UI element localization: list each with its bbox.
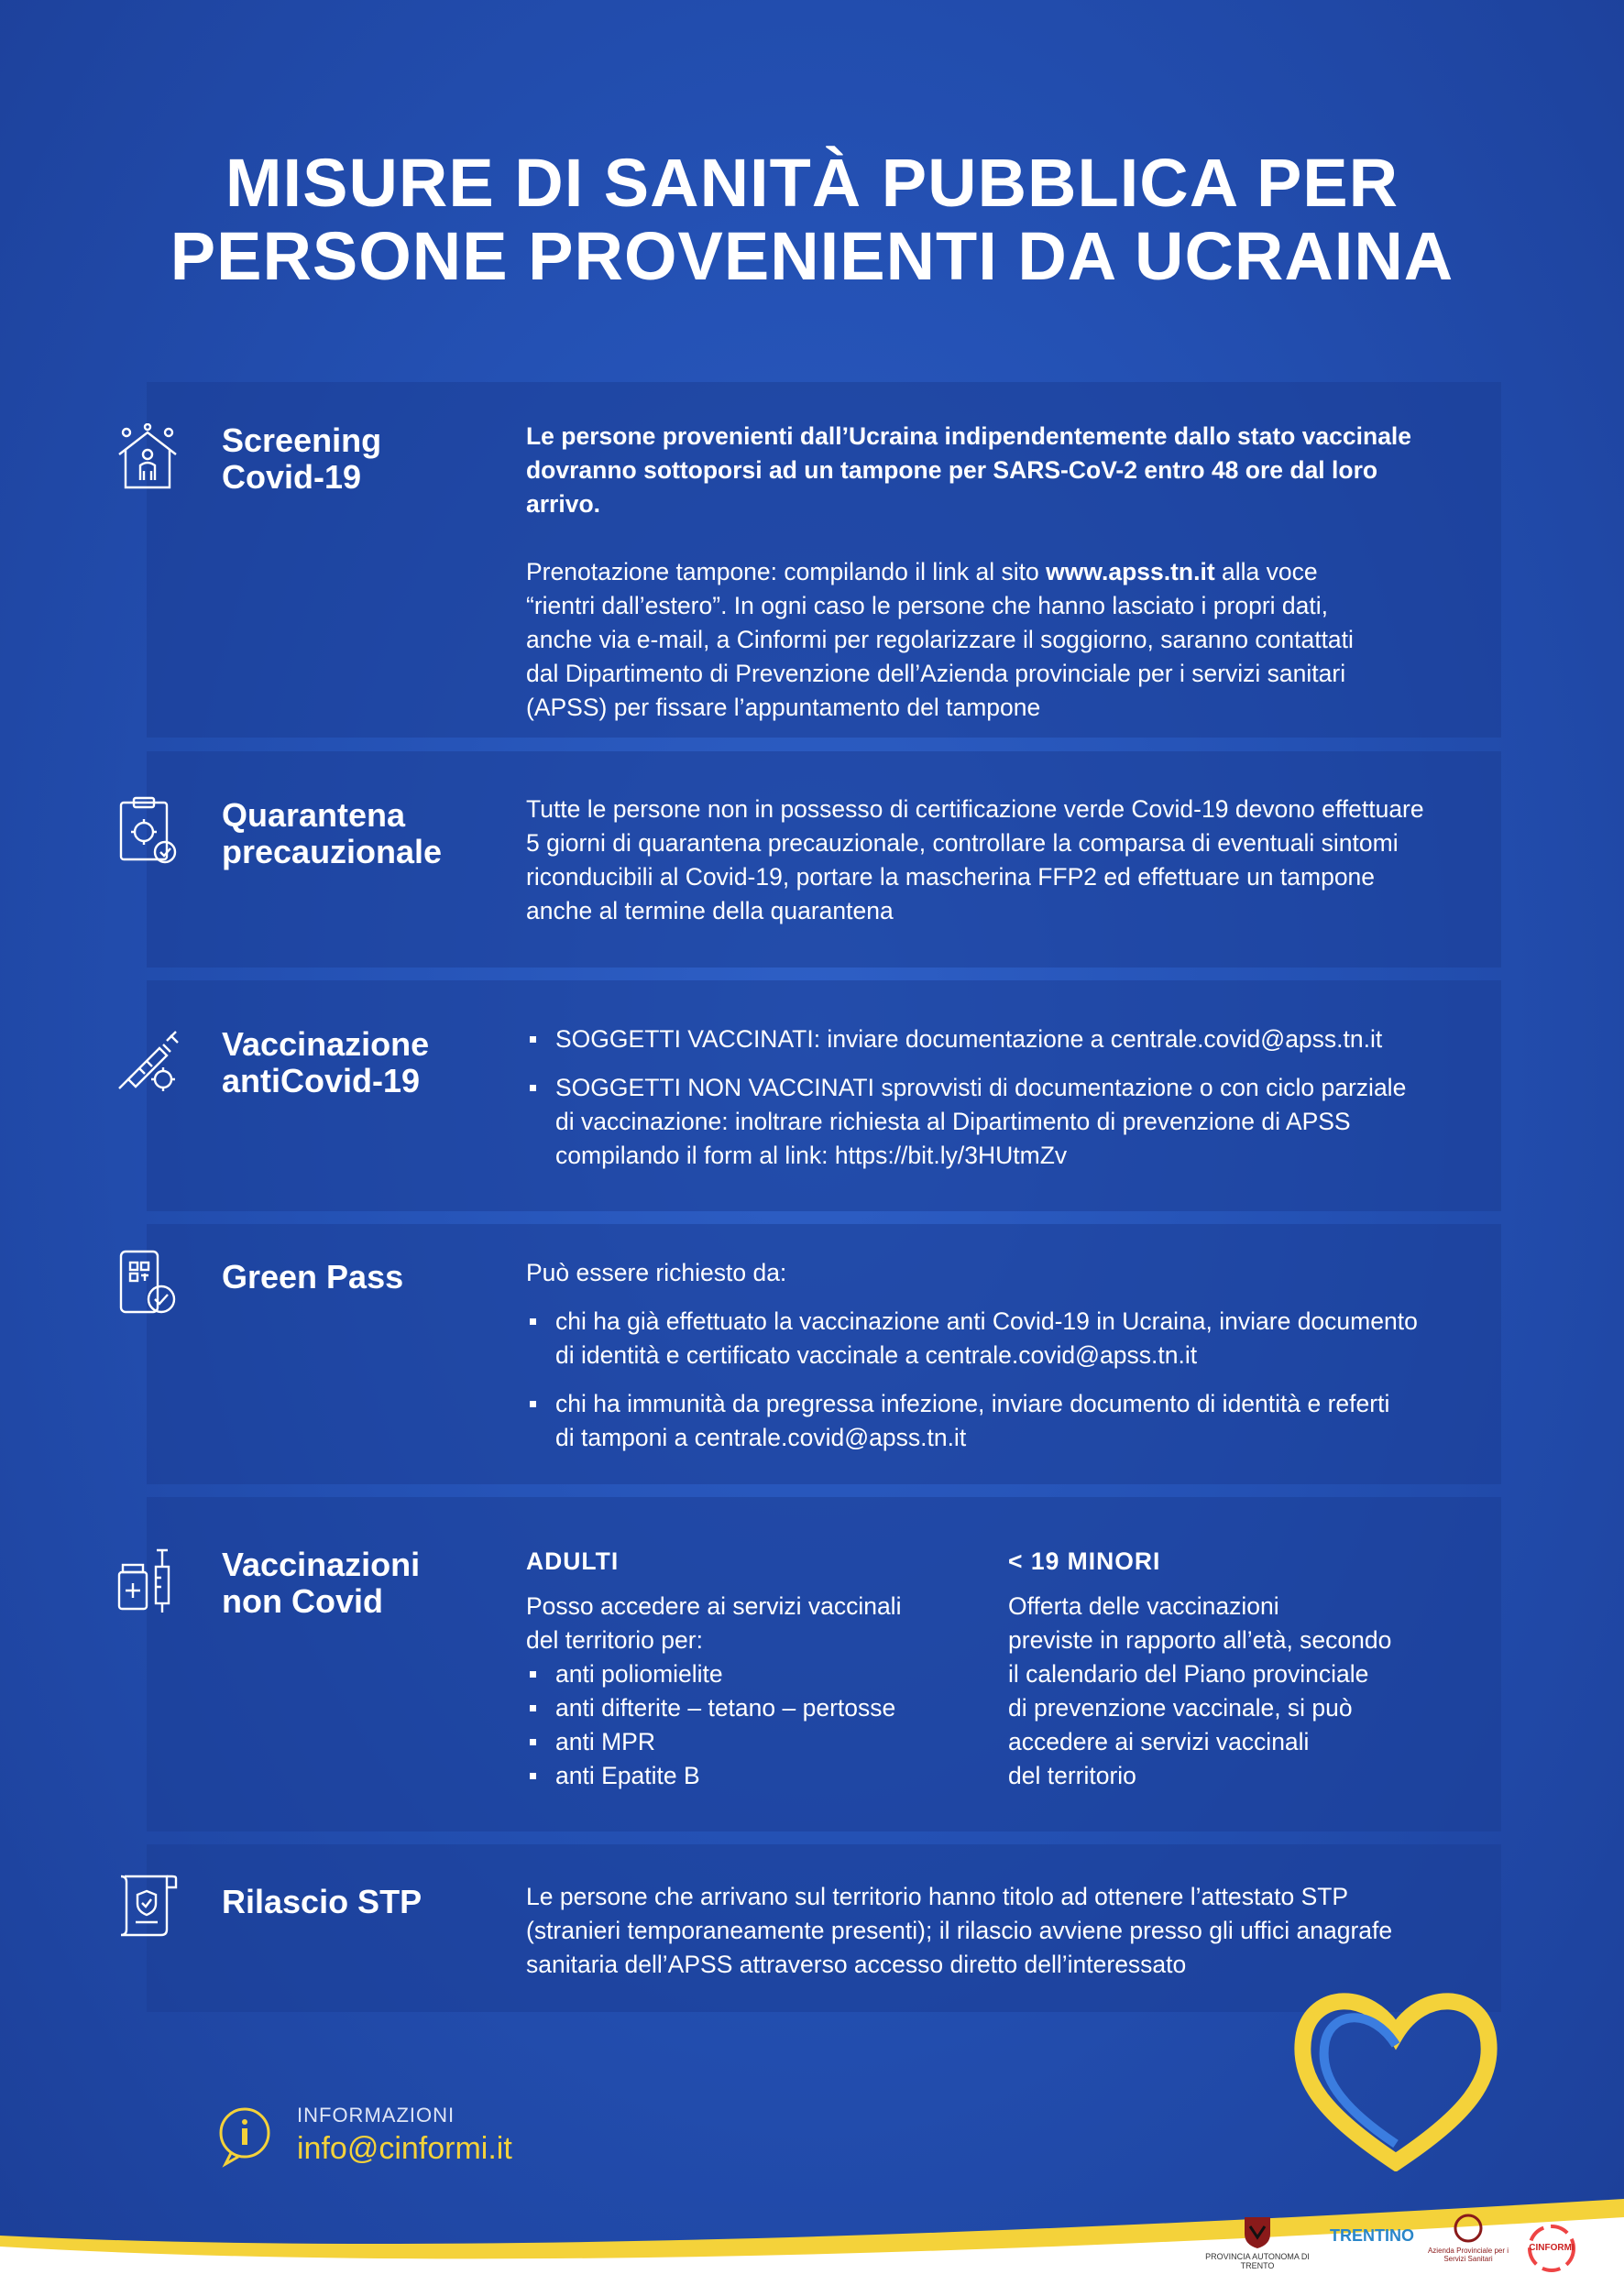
body-quarantena: Tutte le persone non in possesso di certificazione verde Covid-19 devono effettuare 5 giorni di quarantena precauzionale, controllare la comparsa di eventuali sintomi riconducibili al Covid-19, portare la mascherina FFP2 ed effettuare un tampone anche al termine della quarantena xyxy=(526,795,1424,924)
body-vaccinazione xyxy=(526,1022,1443,1187)
info-email-link[interactable]: info@cinformi.it xyxy=(297,2131,512,2166)
logo-provincia-trento: PROVINCIA AUTONOMA DI TRENTO xyxy=(1202,2214,1312,2270)
certificate-scroll-icon xyxy=(112,1869,183,1941)
syringe-virus-icon xyxy=(112,1024,183,1096)
heading-vaccinazione: Vaccinazione antiCovid-19 xyxy=(222,1025,430,1099)
heading-greenpass: Green Pass xyxy=(222,1258,404,1296)
body-greenpass: Può essere richiesto da: chi ha già effettuato la vaccinazione anti Covid-19 in Ucraina, inviare documento di identità e certificato vaccinale a centrale.covid@apss.tn.it chi ha immunità da pregressa infezione, inviare documento di identità e referti di tamponi a centrale.covid@apss.tn.it xyxy=(526,1256,1443,1470)
minors-column: < 19 MINORI Offerta delle vaccinazioni previste in rapporto all’età, secondo il calendario del Piano provinciale di prevenzione vaccinale, si può accedere ai servizi vaccinali del territorio xyxy=(1008,1547,1392,1789)
heading-stp: Rilascio STP xyxy=(222,1883,422,1920)
list-item: anti MPR xyxy=(526,1725,984,1759)
logo-trentino: TRENTINO xyxy=(1330,2226,1414,2245)
adults-column: ADULTI Posso accedere ai servizi vaccinali del territorio per: anti poliomielite anti difterite – tetano – pertosse anti MPR anti Epatite B xyxy=(526,1545,984,1793)
list-item: SOGGETTI NON VACCINATI sprovvisti di documentazione o con ciclo parziale di vaccinazione: inoltrare richiesta al Dipartimento di prevenzione di APSS compilando il form al link: https://bit.ly/3HUtmZv xyxy=(526,1071,1443,1173)
page-title: MISURE DI SANITÀ PUBBLICA PER PERSONE PROVENIENTI DA UCRAINA xyxy=(170,145,1454,294)
body-noncovid xyxy=(526,1545,1443,1820)
phone-qr-check-icon xyxy=(112,1248,183,1319)
list-item: anti poliomielite xyxy=(526,1657,984,1691)
heading-screening: Screening Covid-19 xyxy=(222,421,382,496)
body-screening: Le persone provenienti dall’Ucraina indipendentemente dallo stato vaccinale dovranno sottoporsi ad un tampone per SARS-CoV-2 entro 48 ore dal loro arrivo. Prenotazione tampone: compilando il link al sito www.apss.tn.it alla voce “rientri dall’estero”. In ogni caso le persone che hanno lasciato i propri dati, anche via e-mail, a Cinformi per regolarizzare il soggiorno, saranno contattati dal Dipartimento di Prevenzione dell’Azienda provinciale per i servizi sanitari (APSS) per fissare l’appuntamento del tampone xyxy=(526,422,1412,721)
logo-apss: Azienda Provinciale per i Servizi Sanitari xyxy=(1427,2212,1509,2263)
vial-syringe-icon xyxy=(112,1545,183,1616)
heading-noncovid: Vaccinazioni non Covid xyxy=(222,1546,421,1620)
list-item: chi ha immunità da pregressa infezione, inviare documento di identità e referti di tamponi a centrale.covid@apss.tn.it xyxy=(526,1387,1443,1455)
logos-strip xyxy=(1202,2208,1587,2291)
info-icon xyxy=(213,2104,277,2168)
info-label: INFORMAZIONI xyxy=(297,2104,455,2127)
heading-quarantena: Quarantena precauzionale xyxy=(222,796,443,870)
heart-graphic xyxy=(1290,1988,1501,2171)
apss-link[interactable]: www.apss.tn.it xyxy=(1046,558,1215,585)
list-item: SOGGETTI VACCINATI: inviare documentazione a centrale.covid@apss.tn.it xyxy=(526,1022,1443,1056)
clipboard-virus-check-icon xyxy=(112,795,183,867)
list-item: chi ha già effettuato la vaccinazione anti Covid-19 in Ucraina, inviare documento di identità e certificato vaccinale a centrale.covid@apss.tn.it xyxy=(526,1305,1443,1372)
list-item: anti difterite – tetano – pertosse xyxy=(526,1691,984,1725)
body-stp: Le persone che arrivano sul territorio hanno titolo ad ottenere l’attestato STP (stranieri temporaneamente presenti); il rilascio avviene presso gli uffici anagrafe sanitaria dell’APSS attraverso accesso diretto dell’interessato xyxy=(526,1883,1393,1978)
list-item: anti Epatite B xyxy=(526,1759,984,1793)
logo-cinformi: CINFORMI xyxy=(1516,2221,1587,2278)
house-person-virus-icon xyxy=(112,423,183,495)
